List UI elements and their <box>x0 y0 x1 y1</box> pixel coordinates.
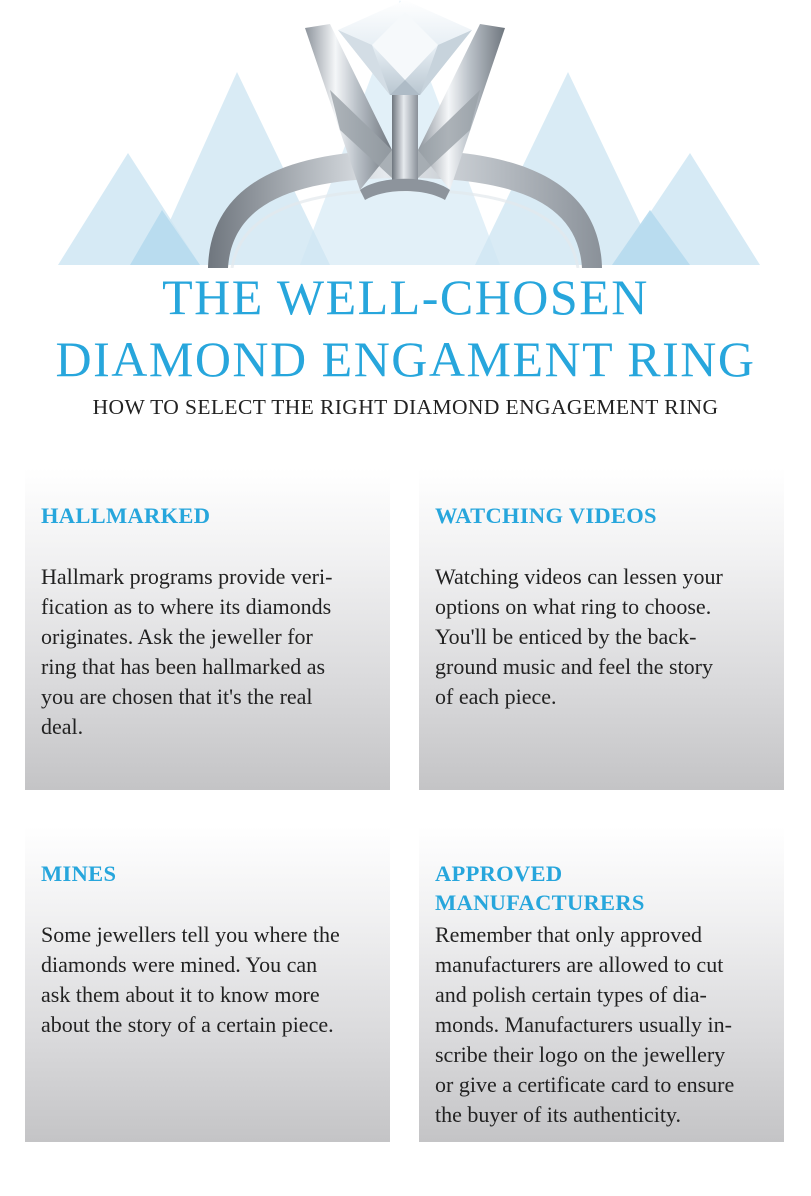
text-line: scribe their logo on the jewellery <box>435 1042 726 1067</box>
text-line: fication as to where its diamonds <box>41 594 332 619</box>
text-line: deal. <box>41 714 84 739</box>
card-watching-videos <box>419 468 784 790</box>
diamond-gem <box>338 0 472 95</box>
text-line: Hallmark programs provide veri- <box>41 564 333 589</box>
text-line: or give a certificate card to ensure <box>435 1072 735 1097</box>
text-line: You'll be enticed by the back- <box>435 624 697 649</box>
text-line: of each piece. <box>435 684 557 709</box>
page-title-line-2: DIAMOND ENGAMENT RING <box>55 331 756 387</box>
text-line: ground music and feel the story <box>435 654 713 679</box>
card-heading: HALLMARKED <box>41 503 211 528</box>
card-text <box>41 920 374 1040</box>
text-line: ask them about it to know more <box>41 982 320 1007</box>
page-title-line-1: THE WELL-CHOSEN <box>162 269 649 325</box>
text-line: the buyer of its authenticity. <box>435 1102 682 1127</box>
diamond-ring-image <box>0 0 811 268</box>
card-approved-manufacturers <box>419 826 784 1142</box>
card-heading: MINES <box>41 861 117 886</box>
card-text <box>435 920 768 1130</box>
card-heading-line-1: APPROVED <box>435 861 563 886</box>
text-line: Watching videos can lessen your <box>435 564 723 589</box>
text-line: diamonds were mined. You can <box>41 952 318 977</box>
card-hallmarked <box>25 468 390 790</box>
text-line: ring that has been hallmarked as <box>41 654 326 679</box>
text-line: options on what ring to choose. <box>435 594 712 619</box>
card-heading-line-2: MANUFACTURERS <box>435 890 645 915</box>
text-line: and polish certain types of dia- <box>435 982 707 1007</box>
text-line: manufacturers are allowed to cut <box>435 952 724 977</box>
card-mines <box>25 826 390 1142</box>
text-line: Remember that only approved <box>435 922 702 947</box>
card-heading: WATCHING VIDEOS <box>435 503 657 528</box>
text-line: you are chosen that it's the real <box>41 684 313 709</box>
page-subtitle: HOW TO SELECT THE RIGHT DIAMOND ENGAGEMENT RING <box>92 395 719 419</box>
text-line: monds. Manufacturers usually in- <box>435 1012 732 1037</box>
text-line: originates. Ask the jeweller for <box>41 624 313 649</box>
text-line: Some jewellers tell you where the <box>41 922 340 947</box>
card-text <box>435 562 768 712</box>
text-line: about the story of a certain piece. <box>41 1012 334 1037</box>
card-heading <box>435 859 772 917</box>
hero-illustration <box>0 0 811 268</box>
card-text <box>41 562 374 742</box>
